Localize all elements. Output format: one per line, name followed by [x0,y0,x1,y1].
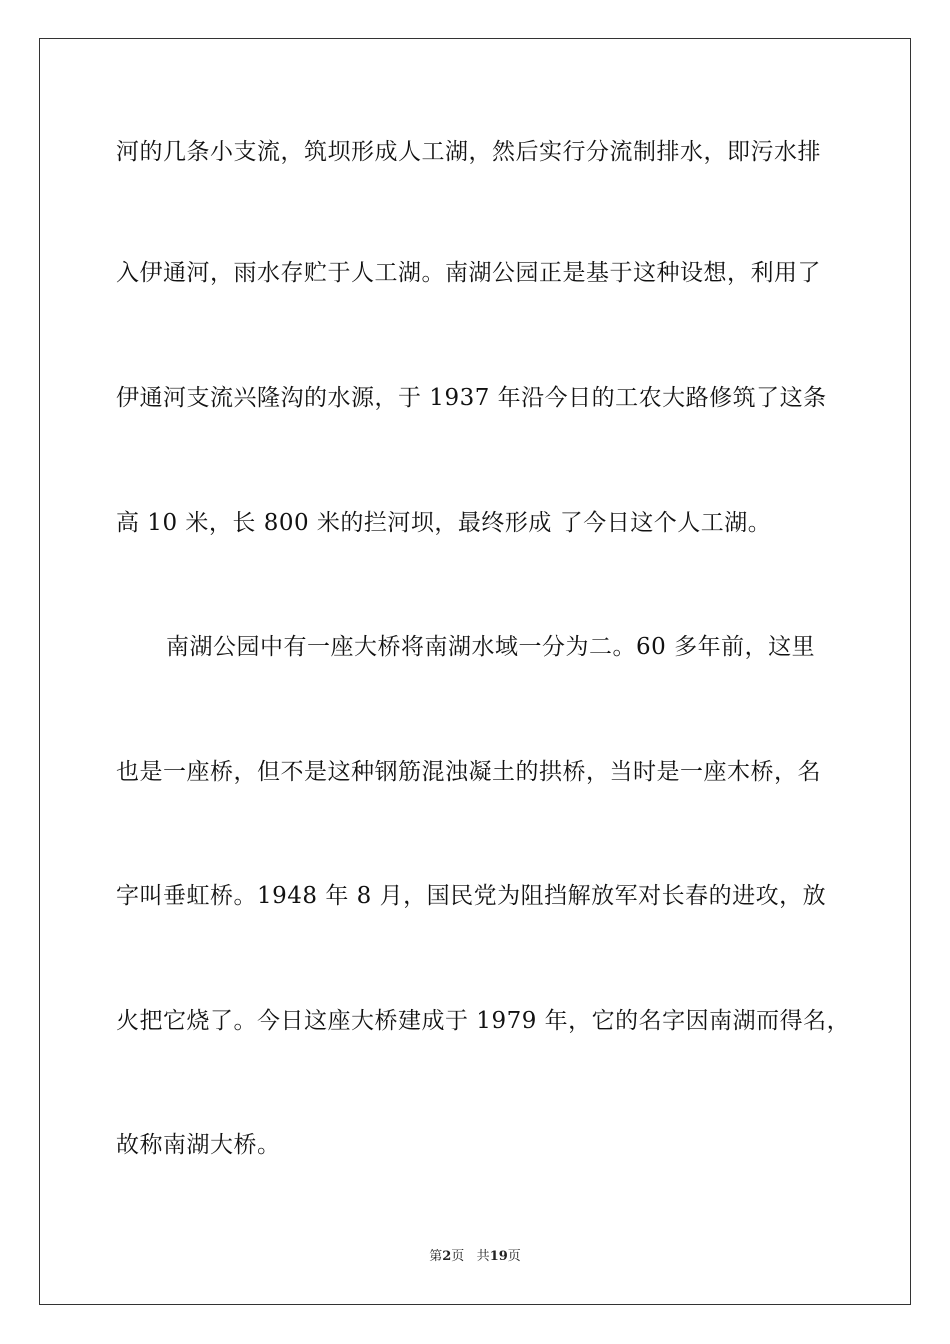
text-line-7: 字叫垂虹桥。1948 年 8 月，国民党为阻挡解放军对长春的进攻，放 [116,883,827,909]
text-line-3: 伊通河支流兴隆沟的水源，于 1937 年沿今日的工农大路修筑了这条 [116,385,827,411]
total-page-count: 19 [489,1249,508,1264]
text-line-4: 高 10 米，长 800 米的拦河坝，最终形成 了今日这个人工湖。 [116,510,772,536]
current-page-number: 2 [442,1249,452,1264]
text-line-5-paragraph-start: 南湖公园中有一座大桥将南湖水域一分为二。60 多年前，这里 [166,634,816,660]
text-line-1: 河的几条小支流，筑坝形成人工湖，然后实行分流制排水，即污水排 [116,139,821,165]
text-line-8: 火把它烧了。今日这座大桥建成于 1979 年，它的名字因南湖而得名， [116,1008,851,1034]
footer-total-prefix: 共 [476,1249,490,1264]
page-footer [0,1248,950,1266]
text-line-6: 也是一座桥，但不是这种钢筋混浊凝土的拱桥，当时是一座木桥，名 [116,759,821,785]
page-border [39,38,911,1305]
text-line-9: 故称南湖大桥。 [116,1132,281,1158]
footer-page-suffix: 页 [451,1249,465,1264]
text-line-2: 入伊通河，雨水存贮于人工湖。南湖公园正是基于这种设想，利用了 [116,260,821,286]
footer-prefix: 第 [429,1249,443,1264]
footer-total-suffix: 页 [507,1249,521,1264]
